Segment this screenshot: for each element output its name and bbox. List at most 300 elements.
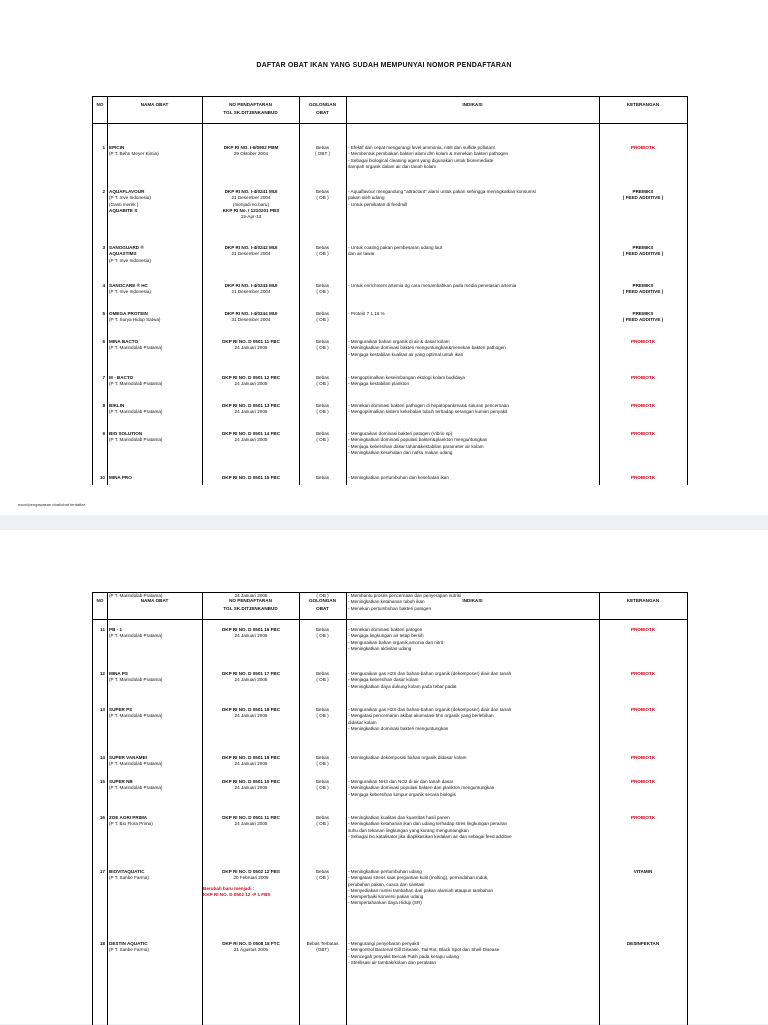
row-number: 7 bbox=[102, 375, 105, 380]
indikasi-line: - Memperbaiki konversi pakan udang bbox=[348, 894, 424, 900]
row-number: 17 bbox=[99, 869, 105, 874]
golongan-value: ( OB ) bbox=[316, 251, 329, 257]
company-name: (P T. Sanbe Farma) bbox=[109, 947, 149, 953]
golongan-cell bbox=[300, 755, 345, 768]
keterangan-cell bbox=[600, 431, 686, 437]
registration-cell bbox=[203, 671, 299, 684]
drug-name: AQUASTIMS bbox=[109, 251, 137, 257]
indikasi-line: - Meningkatkan dominasi bakteri menguntungkan bbox=[348, 725, 449, 731]
indikasi-cell bbox=[348, 671, 598, 690]
drug-name: SUPER VANAMEI bbox=[109, 755, 147, 760]
golongan-value: ( OB ) bbox=[316, 317, 329, 323]
company-name: (P T. Marindolab Pratama) bbox=[109, 409, 163, 415]
indikasi-line: - Mencegah penyakit Bercak Putih pada kerapu udang bbox=[348, 953, 459, 959]
golongan-value: ( OBT ) bbox=[315, 151, 330, 157]
indikasi-cell bbox=[348, 779, 598, 798]
drug-name-cell bbox=[109, 869, 201, 882]
indikasi-line: - Membantu proses pencernaan dan penyerapan nutrisi bbox=[348, 593, 462, 598]
registration-cell bbox=[203, 189, 299, 220]
registration-date: 21 Desember 2004 bbox=[231, 251, 271, 257]
drug-name-cell bbox=[109, 339, 201, 352]
drug-name-cell bbox=[109, 283, 201, 296]
row-number: 16 bbox=[99, 815, 105, 820]
note-line: KKP RI NO. D 0502 12 -P 1 FBS bbox=[203, 891, 271, 897]
registration-number: DKP RI NO. D 0501 10 FBC bbox=[221, 779, 281, 784]
indikasi-line: - Untuk pemikatan di feedmill bbox=[348, 201, 408, 207]
indikasi-line: - Meningkatkan dominasi bakteri menguntungkan&menekan bakteri pathogen bbox=[348, 345, 506, 351]
keterangan-value: PROBIOTK bbox=[630, 815, 656, 820]
registration-date: 29 Oktober 2004 bbox=[233, 151, 269, 157]
indikasi-line: - Meningkatkan dominasi populasi bakteri&plankton menguntungkan bbox=[348, 437, 488, 443]
drug-name: SANOGUARD ® bbox=[109, 245, 144, 250]
row-number: 3 bbox=[102, 245, 105, 250]
registration-date: 24 Januari 2005 bbox=[234, 761, 268, 767]
drug-name: BIKLIN bbox=[109, 403, 125, 408]
golongan-cell bbox=[300, 403, 345, 416]
golongan-value: Bebas bbox=[315, 189, 330, 194]
drug-name-cell bbox=[109, 627, 201, 640]
company-name: (Ganti merek ) bbox=[109, 201, 139, 207]
registration-cell bbox=[203, 311, 299, 324]
golongan-value: Bebas bbox=[315, 283, 330, 288]
company-name: (P T. Marindolab Pratama) bbox=[109, 381, 163, 387]
indikasi-line: - Menekan dominasi bakteri pathogen di hepatopankreas& saluran pencernaan bbox=[348, 403, 509, 408]
drug-name: SUPER PS bbox=[109, 707, 133, 712]
keterangan-value: DESINFEKTAN bbox=[626, 941, 660, 946]
header-indikasi: INDIKASI bbox=[462, 102, 483, 107]
indikasi-cell bbox=[348, 311, 598, 317]
registration-cell bbox=[203, 815, 299, 828]
indikasi-line: - Menguraikan gas H2S dan bahan-bahan organik (dekomposer) diair dan tanah bbox=[348, 707, 512, 712]
row-number: 10 bbox=[99, 475, 105, 480]
keterangan-cell bbox=[600, 145, 686, 151]
registration-cell bbox=[203, 941, 299, 954]
indikasi-line: - Menguraikan dominasi bakteri patogen (Vibrio sp) bbox=[348, 431, 453, 436]
indikasi-line: - Mengatasi pencemaran akibat akumulasi bhn organik yang berlebihan bbox=[348, 713, 494, 719]
drug-name-cell bbox=[109, 707, 201, 720]
row-number: 11 bbox=[100, 627, 105, 632]
keterangan-value: PROBIOTK bbox=[630, 707, 656, 712]
indikasi-cell bbox=[348, 145, 598, 170]
keterangan-cell bbox=[600, 707, 686, 713]
header-name: NAMA OBAT bbox=[140, 598, 169, 603]
indikasi-line: - Meningkatkan ketahanan ikan dan udang terhadap stres lingkungan perairan bbox=[348, 821, 508, 827]
golongan-value: ( OB ) bbox=[316, 821, 329, 827]
keterangan-value: PROBIOTK bbox=[630, 779, 656, 784]
registration-date: 24 Januari 2005 bbox=[234, 633, 268, 639]
header-reg: NO PENDAFTARAN TGL SK.DITJENKANBUD bbox=[223, 598, 278, 611]
drug-name-cell bbox=[109, 593, 201, 599]
indikasi-line: - Meningkatkan aktivitas udang bbox=[348, 645, 412, 651]
header-name: NAMA OBAT bbox=[140, 102, 169, 107]
keterangan-cell bbox=[600, 815, 686, 821]
drug-name-cell bbox=[109, 815, 201, 828]
indikasi-line: perubahan pakan, cuaca dan sanitasi bbox=[348, 881, 425, 887]
row-number: 5 bbox=[102, 311, 105, 316]
company-name: (P T. Sanbe Farma) bbox=[109, 875, 149, 881]
drug-name: AQUAFLAVOUR bbox=[109, 189, 145, 194]
registration-number: KKP RI No. I 1210201 PBS bbox=[222, 207, 280, 213]
golongan-value: ( OB ) bbox=[316, 593, 329, 598]
keterangan-value: PREMIKS bbox=[632, 189, 654, 194]
keterangan-cell bbox=[600, 375, 686, 381]
keterangan-value: PROBIOTK bbox=[630, 431, 656, 436]
registration-number: DKP RI NO. D 0502 12 FBS bbox=[222, 869, 280, 874]
row-number: 13 bbox=[99, 707, 105, 712]
golongan-cell bbox=[300, 431, 345, 444]
golongan-value: Bebas bbox=[315, 375, 330, 380]
company-name: (P T. Marindolab Pratama) bbox=[109, 677, 163, 683]
indikasi-line: - Sebagai biological cleaning agent yang digunakan untuk bioremediate bbox=[348, 157, 494, 163]
header-keterangan: KETERANGAN bbox=[626, 598, 660, 603]
indikasi-line: - Untuk coating pakan pembesaran udang laut bbox=[348, 245, 443, 250]
document-page-2 bbox=[0, 530, 768, 1024]
row-number: 9 bbox=[102, 431, 105, 436]
golongan-cell bbox=[300, 941, 345, 954]
registration-number: DKP RI NO. I-6/0902 PBM bbox=[223, 145, 279, 150]
drug-name: OMEGA PROTEIN bbox=[109, 311, 148, 316]
golongan-value: ( OB ) bbox=[316, 875, 329, 881]
drug-name: MINA BACTO bbox=[109, 339, 139, 344]
keterangan-cell bbox=[600, 671, 686, 677]
drug-name: EPICIN bbox=[109, 145, 125, 150]
drug-name: M - BACTO bbox=[109, 375, 134, 380]
registration-number: DKP RI NO. I-4/0241 MUI bbox=[224, 189, 278, 194]
registration-date: 24 Januari 2005 bbox=[234, 821, 268, 827]
indikasi-cell bbox=[348, 283, 598, 289]
registration-number: DKP RI NO. I-4/0244 MUI bbox=[224, 311, 278, 316]
row-number: 15 bbox=[99, 779, 105, 784]
golongan-cell bbox=[300, 815, 345, 828]
golongan-value: ( OB ) bbox=[316, 761, 329, 767]
company-name: (P T. Marindolab Pratama) bbox=[109, 593, 163, 598]
registration-number: DKP RI NO. D 0501 16 FBC bbox=[221, 627, 281, 632]
golongan-value: ( OB ) bbox=[316, 437, 329, 443]
keterangan-value: ( FEED ADDITIVE ) bbox=[622, 289, 664, 295]
registration-cell bbox=[203, 707, 299, 720]
registration-cell bbox=[203, 403, 299, 416]
registration-date: 21 Desember 2004 bbox=[231, 195, 271, 201]
golongan-cell bbox=[300, 145, 345, 158]
indikasi-line: - Menjaga kebersihan lumpur organik secara biologis bbox=[348, 791, 456, 797]
indikasi-cell bbox=[348, 627, 598, 652]
keterangan-cell bbox=[600, 475, 686, 481]
indikasi-line: - Menekan dominasi bakteri patogen bbox=[348, 627, 423, 632]
company-name: (P T. Marindolab Pratama) bbox=[109, 633, 163, 639]
row-number: 14 bbox=[99, 755, 105, 760]
keterangan-value: PREMIKS bbox=[632, 283, 654, 288]
header-golongan: GOLONGAN OBAT bbox=[308, 102, 337, 115]
drug-name: BIO SOLUTION bbox=[109, 431, 143, 436]
company-name: (P T. Inve Indonesia) bbox=[109, 195, 151, 201]
registration-cell bbox=[203, 375, 299, 388]
registration-date: 15-Apr-13 bbox=[240, 214, 262, 220]
drug-table-page-2 bbox=[92, 592, 688, 1025]
indikasi-line: - Protein 7 1,16 % bbox=[348, 311, 385, 316]
indikasi-line: - Meningkatkan daya dukung kolam pada tebar padat bbox=[348, 683, 457, 689]
registration-date: 20 Februari 2005 bbox=[233, 875, 269, 881]
golongan-value: Bebas bbox=[315, 311, 330, 316]
golongan-cell bbox=[300, 375, 345, 388]
indikasi-cell bbox=[348, 245, 598, 258]
golongan-value: ( OB ) bbox=[316, 409, 329, 415]
keterangan-value: ( FEED ADDITIVE ) bbox=[622, 195, 664, 201]
note-line: Berubah baru menjadi : bbox=[203, 885, 255, 891]
row-number: 8 bbox=[102, 403, 105, 408]
indikasi-line: - Meningkatkan kualitas dan kuantitas hasil panen bbox=[348, 815, 450, 820]
indikasi-cell bbox=[348, 593, 598, 612]
golongan-value: Bebas bbox=[315, 755, 330, 760]
golongan-value: Bebas bbox=[315, 145, 330, 150]
golongan-value: (OBT) bbox=[316, 947, 329, 953]
drug-name-cell bbox=[109, 779, 201, 792]
indikasi-line: - Menguraikan bahan organik,amonia dan nitrit bbox=[348, 639, 443, 645]
table-header bbox=[93, 97, 687, 124]
registration-date: 24 Januari 2005 bbox=[234, 345, 268, 351]
indikasi-line: - Menjaga kestabilan plankton bbox=[348, 381, 410, 387]
keterangan-value: PROBIOTK bbox=[630, 475, 656, 480]
header-indikasi: INDIKASI bbox=[462, 598, 483, 603]
indikasi-line: - Meningkatkan kesehatan dan nafsu makan udang bbox=[348, 449, 453, 455]
company-name: (P T. Behn Meyer Kimia) bbox=[109, 151, 159, 157]
golongan-value: Bebas bbox=[315, 779, 330, 784]
indikasi-cell bbox=[348, 815, 598, 840]
keterangan-cell bbox=[600, 403, 686, 409]
drug-name: SANOCARE ® HC bbox=[109, 283, 148, 288]
registration-date: 24 Januari 2005 bbox=[234, 593, 268, 598]
row-number: 4 bbox=[102, 283, 105, 288]
keterangan-cell bbox=[600, 245, 686, 258]
golongan-value: Bebas bbox=[315, 431, 330, 436]
registration-number: DKP RI NO. D 0501 11 FBC bbox=[222, 815, 280, 820]
drug-name: MINA PRO bbox=[109, 475, 132, 480]
drug-name-cell bbox=[109, 941, 201, 954]
golongan-cell bbox=[300, 593, 345, 599]
keterangan-value: VITAMIN bbox=[633, 869, 653, 874]
registration-cell bbox=[203, 145, 299, 158]
drug-name-cell bbox=[109, 245, 201, 264]
keterangan-cell bbox=[600, 283, 686, 296]
registration-cell bbox=[203, 627, 299, 640]
indikasi-line: - Menjaga lingkungan air tetap bersih bbox=[348, 633, 424, 639]
company-name: (P T. Marindolab Pratama) bbox=[109, 345, 163, 351]
registration-cell bbox=[203, 475, 299, 481]
indikasi-cell bbox=[348, 339, 598, 358]
drug-name-cell bbox=[109, 755, 201, 768]
row-number: 18 bbox=[99, 941, 105, 946]
golongan-value: ( OB ) bbox=[316, 289, 329, 295]
indikasi-line: suhu dan tekanan lingkungan yang kurang menguntungkan bbox=[348, 827, 469, 833]
indikasi-cell bbox=[348, 403, 598, 416]
registration-number: DKP RI NO. D 0508 15 FTC bbox=[222, 941, 280, 946]
golongan-value: Bebas bbox=[315, 869, 330, 874]
indikasi-line: pakan oleh udang bbox=[348, 195, 385, 201]
indikasi-line: - Menguraikan bahan organik di air & dasar kolam bbox=[348, 339, 450, 344]
drug-name-cell bbox=[109, 475, 201, 481]
drug-name-cell bbox=[109, 375, 201, 388]
registration-number: DKP RI NO. D 0501 15 FBC bbox=[221, 475, 281, 480]
row-number: 6 bbox=[102, 339, 105, 344]
indikasi-cell bbox=[348, 707, 598, 732]
registration-cell bbox=[203, 283, 299, 296]
company-name: (P T. Marindolab Pratama) bbox=[109, 713, 163, 719]
keterangan-cell bbox=[600, 189, 686, 202]
golongan-value: Bebas Terbatas bbox=[306, 941, 339, 946]
header-keterangan: KETERANGAN bbox=[626, 102, 660, 107]
drug-table-page-1 bbox=[92, 96, 688, 485]
row-number: 12 bbox=[99, 671, 105, 676]
indikasi-line: - Meningkatkan pertumbuhan dan kesehatan ikan bbox=[348, 475, 449, 480]
indikasi-cell bbox=[348, 475, 598, 481]
registration-date: 24 Januari 2005 bbox=[234, 677, 268, 683]
keterangan-cell bbox=[600, 779, 686, 785]
registration-cell bbox=[203, 779, 299, 792]
registration-date: 24 Januari 2005 bbox=[234, 381, 268, 387]
drug-name-cell bbox=[109, 145, 201, 158]
keterangan-value: PROBIOTK bbox=[630, 339, 656, 344]
drug-name-cell bbox=[109, 311, 201, 324]
header-golongan: GOLONGAN OBAT bbox=[308, 598, 337, 611]
indikasi-line: - Membentuk pembiakan bakteri alami dlm kolam & menekan bakteri pathogen bbox=[348, 151, 509, 157]
golongan-value: Bebas bbox=[315, 815, 330, 820]
indikasi-line: - Meningkatkan dominasi populasi bakteri dan plankton menguntungkan bbox=[348, 785, 495, 791]
indikasi-line: - Menjaga kebersihan dasar kolam bbox=[348, 677, 419, 683]
indikasi-line: - Meningkatkan dekomposisi bahan organik didasar kolam bbox=[348, 755, 467, 760]
indikasi-line: - Sebagai bio katalisator jika diaplikasikan kedalam air dan sebagai feed additive bbox=[348, 833, 512, 839]
golongan-cell bbox=[300, 311, 345, 324]
keterangan-cell bbox=[600, 869, 686, 875]
registration-number: DKP RI NO. D 0501 14 FBC bbox=[221, 431, 281, 436]
row-number: 2 bbox=[102, 189, 105, 194]
keterangan-cell bbox=[600, 339, 686, 345]
registration-date: (menjadi no.baru) bbox=[232, 201, 269, 207]
registration-cell bbox=[203, 593, 299, 599]
registration-date: 21 Desember 2004 bbox=[231, 289, 271, 295]
indikasi-line: - Mengontrol Bacterial Gill Disease, Tail Rot, Black Spot dan Shell Disease bbox=[348, 947, 500, 953]
registration-number: DKP RI NO. D 0501 11 FBC bbox=[222, 339, 280, 344]
drug-name: PB - 1 bbox=[109, 627, 123, 632]
keterangan-cell bbox=[600, 311, 686, 324]
golongan-value: ( OB ) bbox=[316, 633, 329, 639]
indikasi-line: - Mempertahankan daya Hidup (SR) bbox=[348, 900, 422, 906]
golongan-value: Bebas bbox=[315, 339, 330, 344]
registration-cell bbox=[203, 431, 299, 444]
drug-name-cell bbox=[109, 431, 201, 444]
registration-number: DKP RI NO. D 0501 18 FBC bbox=[221, 707, 281, 712]
indikasi-line: - Efektif dan cepat mengurangi level ammonia, nitrit dan sulfide pollutant bbox=[348, 145, 495, 150]
drug-name-cell bbox=[109, 403, 201, 416]
drug-name: SUPER NB bbox=[109, 779, 133, 784]
indikasi-line: - Mengatasi stress saat pergantian kulit (molting), pemindahan induk, bbox=[348, 875, 489, 881]
header-no: NO bbox=[96, 102, 104, 107]
keterangan-cell bbox=[600, 941, 686, 947]
indikasi-cell bbox=[348, 431, 598, 456]
indikasi-line: - Menyediakan nutrisi tambahan dari pakan alamiah ataupun tambahan bbox=[348, 887, 494, 893]
indikasi-line: dan air tawar bbox=[348, 251, 375, 257]
keterangan-value: PROBIOTK bbox=[630, 375, 656, 380]
golongan-cell bbox=[300, 245, 345, 258]
golongan-value: Bebas bbox=[315, 627, 330, 632]
company-name: (P T. Inve Indonesia) bbox=[109, 289, 151, 295]
drug-name-cell bbox=[109, 189, 201, 214]
golongan-cell bbox=[300, 671, 345, 684]
company-name: (P T. Surya Hidup Satwa) bbox=[109, 317, 161, 323]
keterangan-value: PREMIKS bbox=[632, 245, 654, 250]
indikasi-line: - Menguraikan gas H2S dan bahan-bahan organik (dekomposer) diair dan tanah bbox=[348, 671, 512, 676]
indikasi-line: - Sterilisasi air tambak/kolam dan peralatan bbox=[348, 959, 437, 965]
company-name: (P T. Inve Indonesia) bbox=[109, 257, 151, 263]
indikasi-line: - Mengoptimalkan sistem kekebalan tubuh terhadap serangan kuman penyakit bbox=[348, 409, 508, 415]
keterangan-value: PROBIOTK bbox=[630, 403, 656, 408]
indikasi-line: - Menjaga kestabilan kualitas air yang optimal untuk ikan bbox=[348, 351, 464, 357]
indikasi-line: sampah organik dalam air dan tanah kolam bbox=[348, 163, 437, 169]
golongan-value: Bebas bbox=[315, 403, 330, 408]
registration-number: DKP RI NO. D 0501 12 FBC bbox=[221, 375, 281, 380]
golongan-value: ( OB ) bbox=[316, 713, 329, 719]
drug-name: ZOE AGRI PRIMA bbox=[109, 815, 148, 820]
golongan-cell bbox=[300, 627, 345, 640]
registration-cell bbox=[203, 339, 299, 352]
golongan-value: Bebas bbox=[315, 245, 330, 250]
golongan-value: ( OB ) bbox=[316, 195, 329, 201]
registration-date: 24 Januari 2005 bbox=[234, 713, 268, 719]
keterangan-value: PROBIOTK bbox=[630, 755, 656, 760]
registration-number: DKP RI NO. D 0501 19 FBC bbox=[221, 755, 281, 760]
company-name: (P T. Bio Flora Prima) bbox=[109, 821, 153, 827]
drug-name: MINA PS bbox=[109, 671, 128, 676]
registration-number: DKP RI NO. I-4/0242 MUI bbox=[224, 245, 278, 250]
golongan-cell bbox=[300, 779, 345, 792]
keterangan-cell bbox=[600, 627, 686, 633]
header-reg: NO PENDAFTARAN TGL SK.DITJENKANBUD bbox=[223, 102, 278, 115]
registration-date: 24 Januari 2005 bbox=[234, 409, 268, 415]
footer-path: excel/pengawasan obat/obat terdaftar bbox=[18, 502, 85, 507]
company-name: (P T. Marindolab Pratama) bbox=[109, 437, 163, 443]
keterangan-value: ( FEED ADDITIVE ) bbox=[622, 317, 664, 323]
indikasi-line: - Meningkatkan ketahanan tubuh ikan bbox=[348, 599, 425, 605]
indikasi-line: - Aquaflavour mengandung "attractant" alami untuk pakan sehingga meningkatkan konsumsi bbox=[348, 189, 536, 194]
registration-cell bbox=[203, 245, 299, 258]
golongan-cell bbox=[300, 475, 345, 481]
indikasi-cell bbox=[348, 755, 598, 761]
keterangan-cell bbox=[600, 755, 686, 761]
golongan-value: ( OB ) bbox=[316, 677, 329, 683]
indikasi-line: - Menjaga kebersihan dasar tahan&kestabilan parameter air kolam bbox=[348, 443, 484, 449]
registration-date: 24 Januari 2005 bbox=[234, 785, 268, 791]
drug-name: AQUABITE S bbox=[109, 207, 138, 213]
golongan-cell bbox=[300, 707, 345, 720]
drug-name: BIOVITAQUATIC bbox=[109, 869, 145, 874]
golongan-cell bbox=[300, 189, 345, 202]
indikasi-line: didasar kolam bbox=[348, 719, 377, 725]
registration-date: 31 Agustus 2005 bbox=[233, 947, 269, 953]
golongan-value: Bebas bbox=[315, 707, 330, 712]
registration-date: 31 Desember 2004 bbox=[231, 317, 271, 323]
registration-date: 24 Januari 2005 bbox=[234, 437, 268, 443]
indikasi-cell bbox=[348, 869, 598, 907]
indikasi-line: - Mengoptimalkan keseimbangan ekologi kolam budidaya bbox=[348, 375, 465, 380]
registration-number: DKP RI NO. I-4/0243 MUI bbox=[224, 283, 278, 288]
registration-cell bbox=[203, 869, 299, 898]
registration-cell bbox=[203, 755, 299, 768]
golongan-cell bbox=[300, 339, 345, 352]
drug-name-cell bbox=[109, 671, 201, 684]
company-name: (P T. Marindolab Pratama) bbox=[109, 785, 163, 791]
registration-number: DKP RI NO. D 0501 17 FBC bbox=[221, 671, 281, 676]
indikasi-cell bbox=[348, 941, 598, 966]
indikasi-line: - Menekan pertumbuhan bakteri patogen bbox=[348, 605, 431, 611]
indikasi-line: - Meningkatkan pertumbuhan udang bbox=[348, 869, 422, 874]
